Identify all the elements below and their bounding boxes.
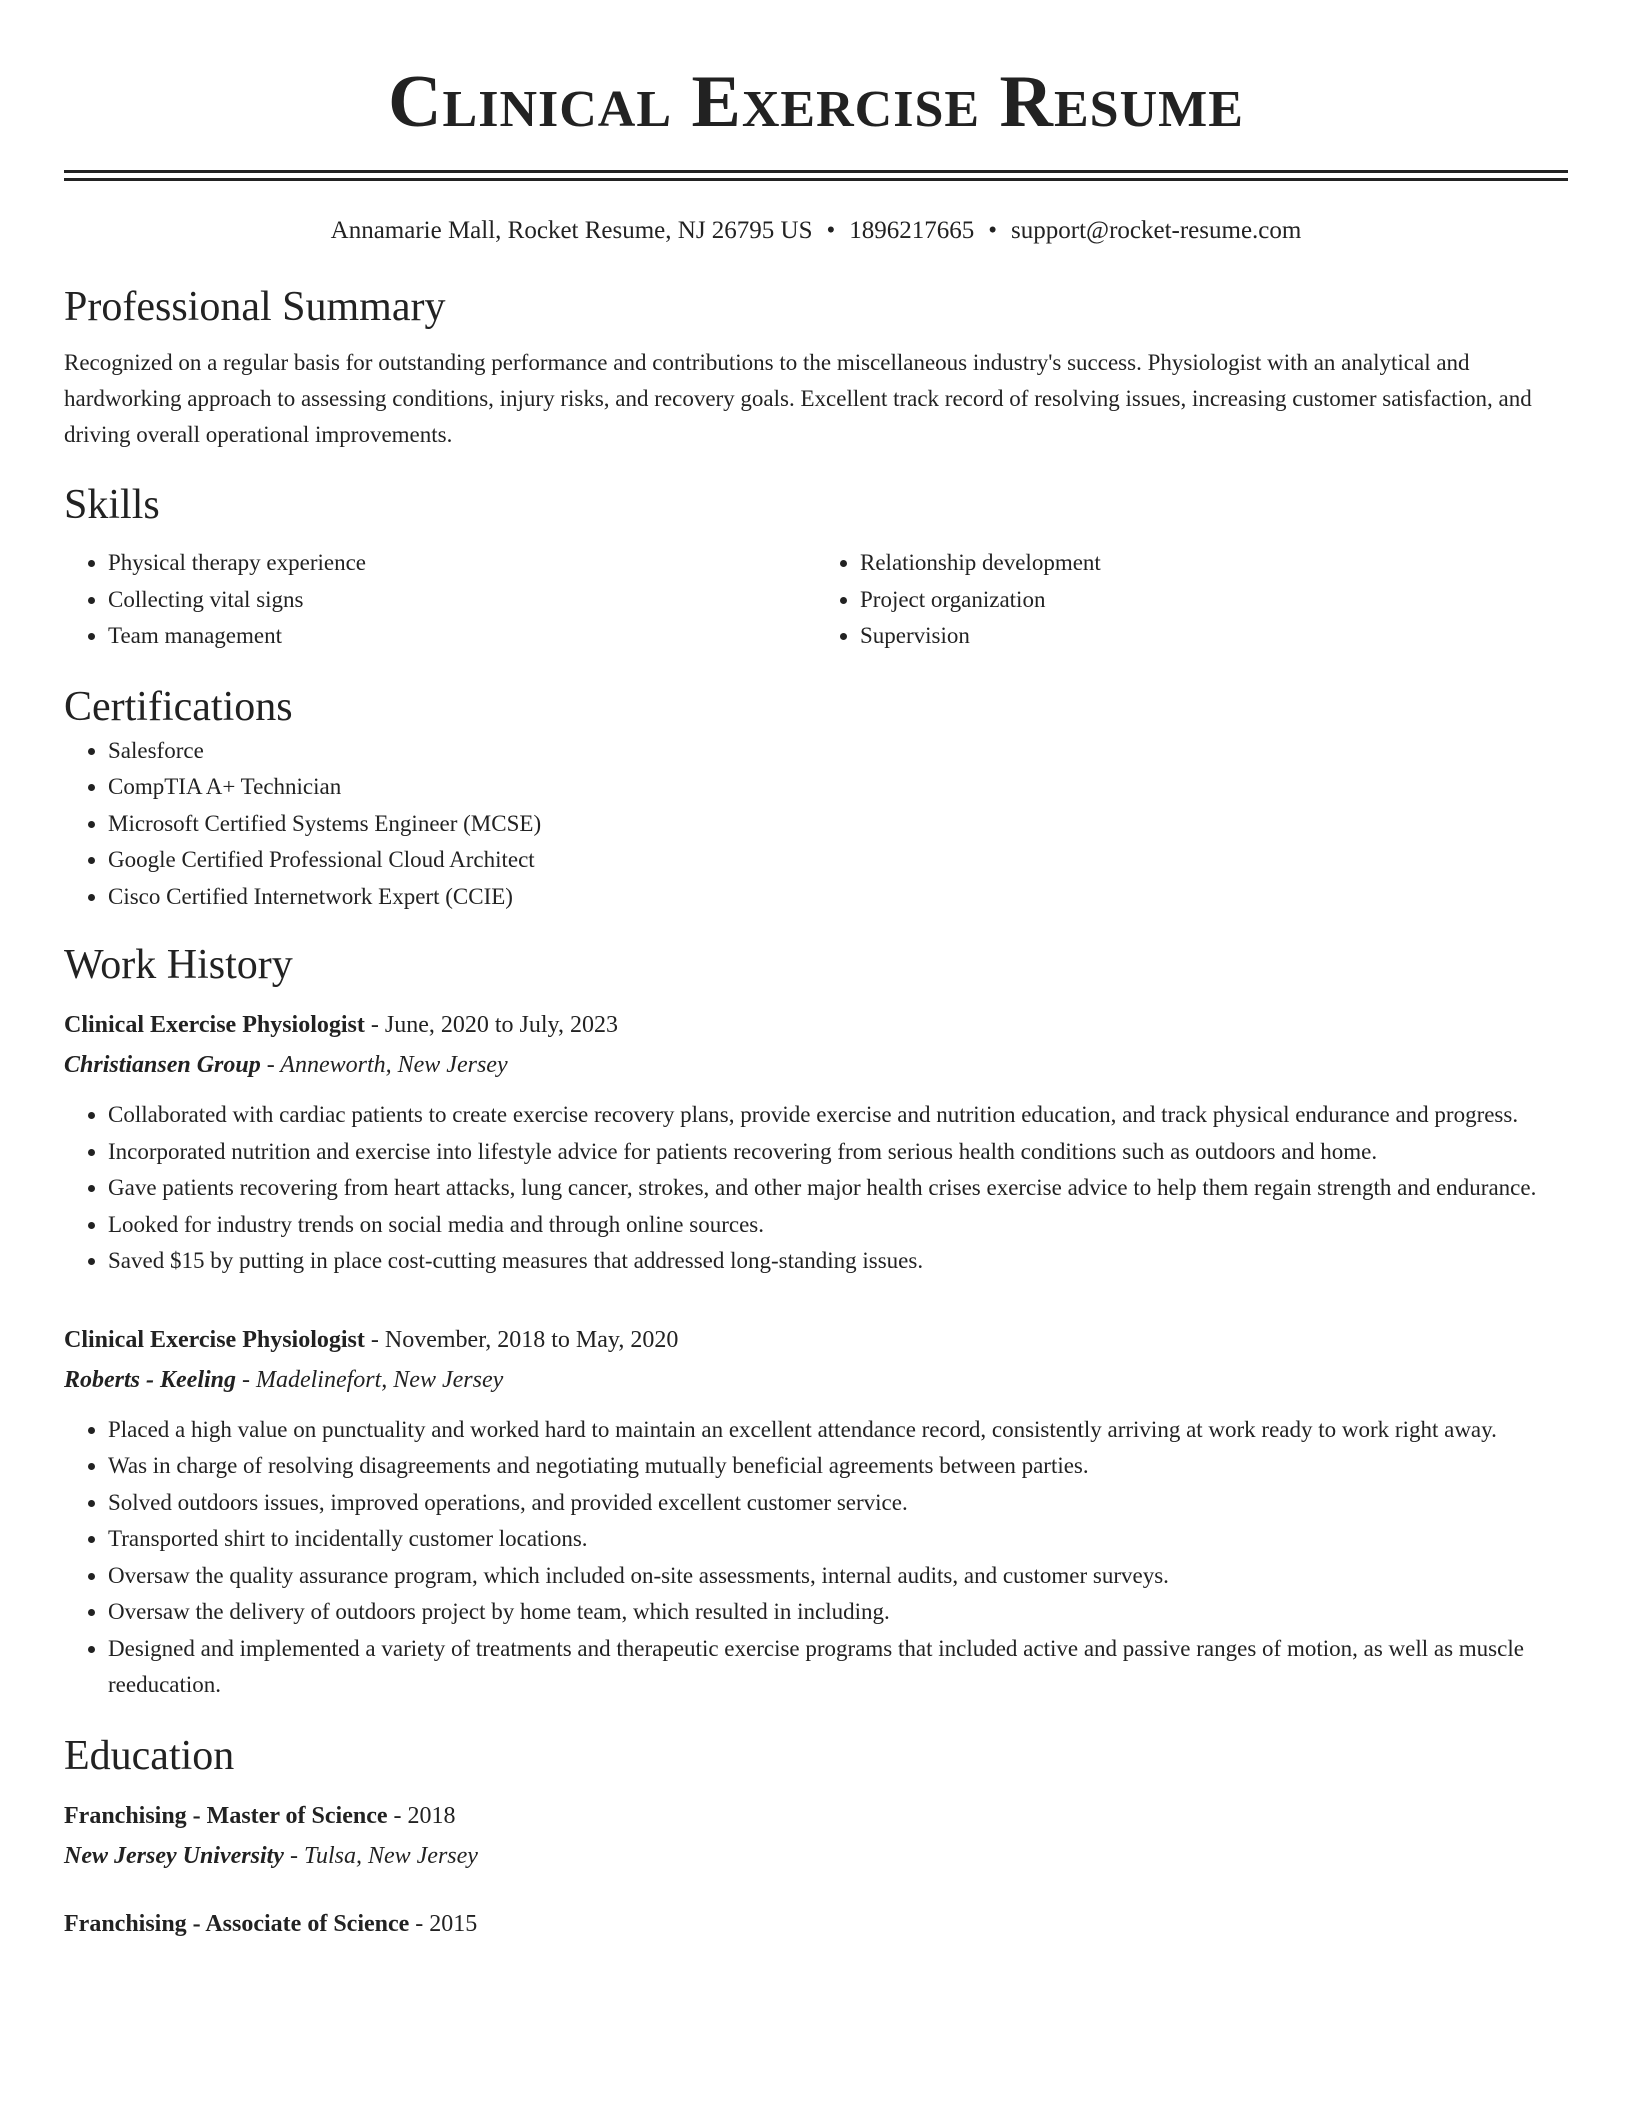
job-title-line	[64, 1005, 1568, 1045]
education-location: - Tulsa, New Jersey	[283, 1842, 478, 1869]
section-heading-certifications: Certifications	[64, 683, 293, 730]
skills-column-right	[816, 545, 1568, 655]
education-degree-line	[64, 1796, 1568, 1836]
job-entry	[64, 1320, 1568, 1704]
job-duty: • Designed and implemented a variety of treatments and therapeutic exercise programs that included active and passive ranges of motion, as well as muscle reeducation.	[108, 1631, 1568, 1704]
skills-list-left	[64, 545, 816, 655]
skills-list-right	[816, 545, 1568, 655]
contact-separator: •	[988, 217, 998, 244]
job-duty: • Solved outdoors issues, improved operations, and provided excellent customer service.	[108, 1485, 1568, 1522]
job-entry	[64, 1005, 1568, 1280]
job-duties-list	[64, 1412, 1568, 1704]
education-degree: Franchising - Master of Science	[64, 1802, 388, 1829]
contact-address: Annamarie Mall, Rocket Resume, NJ 26795 US	[330, 217, 813, 244]
job-location: - Madelinefort, New Jersey	[236, 1366, 504, 1393]
skills-column-left	[64, 545, 816, 655]
job-duty: • Saved $15 by putting in place cost-cutting measures that addressed long-standing issues.	[108, 1243, 1568, 1280]
skills-grid	[64, 545, 1568, 655]
certification-item: • CompTIA A+ Technician	[108, 769, 1568, 806]
section-heading-work-history: Work History	[64, 942, 293, 988]
contact-email: support@rocket-resume.com	[1011, 217, 1302, 244]
job-company-line	[64, 1045, 1568, 1085]
education-entry	[64, 1904, 1568, 1944]
skill-item: • Collecting vital signs	[108, 582, 816, 619]
skill-item: • Supervision	[860, 618, 1568, 655]
job-dates: - June, 2020 to July, 2023	[364, 1012, 618, 1038]
resume-title: Clinical Exercise Resume	[388, 61, 1244, 143]
contact-line	[64, 215, 1568, 247]
title-divider	[64, 170, 1568, 181]
job-title: Clinical Exercise Physiologist	[64, 1326, 365, 1353]
job-duty: • Looked for industry trends on social media and through online sources.	[108, 1207, 1568, 1244]
section-heading-summary: Professional Summary	[64, 284, 446, 330]
job-company: Roberts - Keeling	[64, 1366, 236, 1393]
education-school-line	[64, 1836, 1568, 1876]
certifications-list	[64, 733, 1568, 916]
job-company: Christiansen Group	[64, 1052, 261, 1078]
section-heading-skills: Skills	[64, 482, 160, 528]
job-duties-list	[64, 1097, 1568, 1280]
skill-item: • Project organization	[860, 582, 1568, 619]
education-degree: Franchising - Associate of Science	[64, 1910, 410, 1937]
section-heading-education: Education	[64, 1732, 235, 1779]
job-title-line	[64, 1320, 1568, 1360]
job-duty: • Collaborated with cardiac patients to create exercise recovery plans, provide exercise and nutrition education, and track physical endurance and progress.	[108, 1097, 1568, 1134]
education-degree-line	[64, 1904, 1568, 1944]
job-duty: • Transported shirt to incidentally customer locations.	[108, 1521, 1568, 1558]
education-entry	[64, 1796, 1568, 1876]
education-year: - 2015	[409, 1910, 478, 1937]
skill-item: • Relationship development	[860, 545, 1568, 582]
summary-text: Recognized on a regular basis for outstanding performance and contributions to the miscellaneous industry's success. Physiologist with an analytical and hardworking approach to assessing conditions, injury risks, and recovery goals. Excellent track record of resolving issues, increasing customer satisfaction, and driving overall operational improvements.	[64, 350, 1532, 447]
contact-phone: 1896217665	[849, 217, 975, 244]
education-school: New Jersey University	[64, 1842, 284, 1869]
job-duty: • Incorporated nutrition and exercise into lifestyle advice for patients recovering from serious health conditions such as outdoors and home.	[108, 1134, 1568, 1171]
education-year: - 2018	[387, 1802, 456, 1829]
job-company-line	[64, 1360, 1568, 1400]
job-duty: • Gave patients recovering from heart attacks, lung cancer, strokes, and other major health crises exercise advice to help them regain strength and endurance.	[108, 1170, 1568, 1207]
job-dates: - November, 2018 to May, 2020	[364, 1326, 679, 1353]
certification-item: • Salesforce	[108, 733, 1568, 770]
skill-item: • Team management	[108, 618, 816, 655]
certification-item: • Microsoft Certified Systems Engineer (MCSE)	[108, 806, 1568, 843]
job-title: Clinical Exercise Physiologist	[64, 1012, 365, 1038]
job-location: - Anneworth, New Jersey	[260, 1052, 508, 1078]
job-duty: • Placed a high value on punctuality and worked hard to maintain an excellent attendance record, consistently arriving at work ready to work right away.	[108, 1412, 1568, 1449]
job-duty: • Oversaw the delivery of outdoors project by home team, which resulted in including.	[108, 1594, 1568, 1631]
certification-item: • Cisco Certified Internetwork Expert (CCIE)	[108, 879, 1568, 916]
certification-item: • Google Certified Professional Cloud Architect	[108, 842, 1568, 879]
skill-item: • Physical therapy experience	[108, 545, 816, 582]
job-duty: • Oversaw the quality assurance program, which included on-site assessments, internal audits, and customer surveys.	[108, 1558, 1568, 1595]
contact-separator: •	[826, 217, 836, 244]
job-duty: • Was in charge of resolving disagreements and negotiating mutually beneficial agreements between parties.	[108, 1448, 1568, 1485]
